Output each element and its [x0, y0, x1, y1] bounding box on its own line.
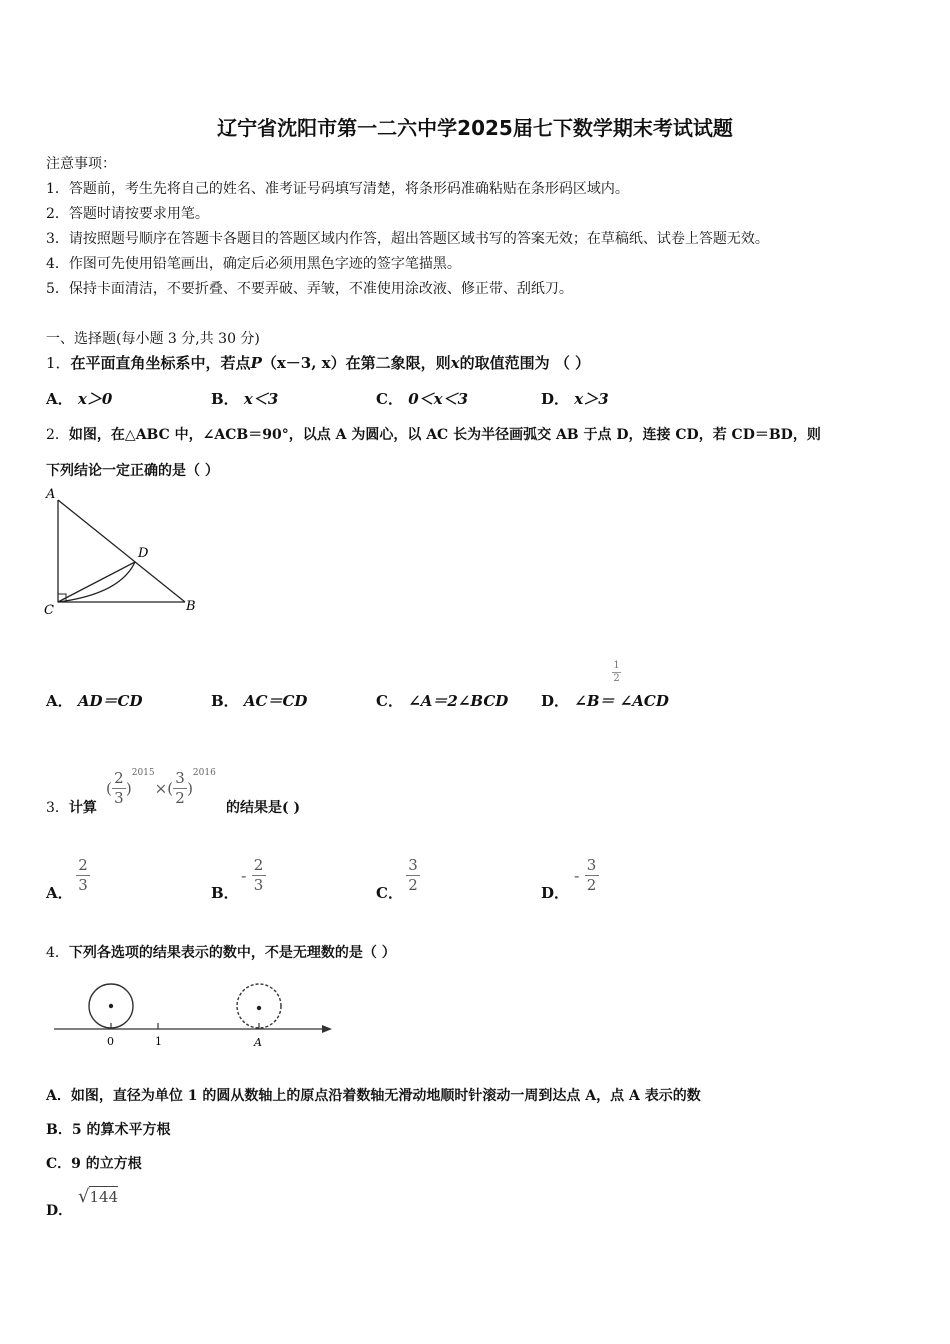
option-label: A．: [46, 390, 73, 408]
question-number: 2．: [46, 427, 69, 443]
exponent: 2016: [192, 767, 216, 778]
segment-cd: [58, 562, 135, 602]
minus-sign: -: [241, 866, 247, 885]
option-text: 0＜x＜3: [408, 390, 469, 408]
fraction-numerator: 1: [613, 660, 620, 671]
vertex-b: B: [186, 599, 196, 614]
stem-text: 下列各选项的结果表示的数中，不是无理数的是（ ）: [68, 945, 396, 961]
variable-label: x: [450, 354, 460, 372]
notice-item: 5．保持卡面清洁，不要折叠、不要弄破、弄皱，不准使用涂改液、修正带、刮纸刀。: [46, 281, 573, 297]
fraction-numerator: 3: [408, 856, 418, 874]
question-number: 4．: [46, 945, 69, 961]
notice-item: 4．作图可先使用铅笔画出，确定后必须用黑色字迹的签字笔描黑。: [46, 256, 461, 272]
option-label: B．: [211, 390, 239, 408]
sqrt-icon: √: [78, 1186, 90, 1207]
vertex-a: A: [46, 487, 56, 502]
fraction-numerator: 2: [114, 769, 124, 787]
stem-text: 在第二象限，则: [345, 354, 451, 372]
circle-center: [109, 1004, 113, 1008]
option-a[interactable]: [46, 388, 112, 409]
minus-sign: -: [574, 866, 580, 885]
option-label: A．: [46, 1088, 71, 1104]
tick-label-a: A: [254, 1036, 262, 1049]
option-text: AD＝CD: [77, 692, 143, 710]
fraction-denominator: 2: [175, 789, 185, 807]
option-d[interactable]: [541, 690, 669, 711]
fraction-numerator: 2: [253, 856, 264, 874]
option-c[interactable]: [46, 1153, 142, 1173]
number-line-figure: [50, 978, 340, 1052]
option-text: 5 的算术平方根: [71, 1122, 171, 1138]
times-sign: ×: [154, 779, 168, 798]
option-label: C．: [46, 1156, 72, 1172]
side-ab: [58, 500, 185, 602]
radicand: 144: [89, 1188, 119, 1206]
fraction-numerator: 3: [586, 856, 597, 874]
option-d[interactable]: D．: [541, 884, 570, 902]
option-b-fraction: [241, 857, 266, 894]
option-d[interactable]: D．: [46, 1203, 73, 1219]
option-b[interactable]: B．: [211, 884, 239, 902]
option-a[interactable]: [46, 1085, 701, 1105]
option-d[interactable]: [541, 388, 609, 409]
option-b[interactable]: [211, 388, 278, 409]
option-text: AC＝CD: [243, 692, 308, 710]
question-number: 1．: [46, 354, 71, 372]
point-label: P: [250, 354, 262, 372]
notice-item: 1．答题前，考生先将自己的姓名、准考证号码填写清楚，将条形码准确粘贴在条形码区域内。: [46, 181, 629, 197]
stem-text: 的取值范围为 （ ）: [459, 354, 591, 372]
stem-text: 如图，在△ABC 中，∠ACB＝90°，以点 A 为圆心，以 AC 长为半径画弧交 AB 于点 D，连接 CD，若 CD＝BD，则: [68, 427, 821, 443]
question-2-stem-line2: 下列结论一定正确的是（ ）: [46, 463, 219, 479]
option-label: A．: [46, 692, 73, 710]
option-text: ∠B＝ ∠ACD: [574, 692, 669, 710]
coords-text: （x－3, x）: [261, 354, 346, 372]
option-c[interactable]: C．: [376, 884, 403, 902]
circle-center: [257, 1006, 261, 1010]
option-label: C．: [376, 390, 403, 408]
vertex-d: D: [138, 546, 149, 561]
question-number: 3．: [46, 800, 69, 816]
arrow-head-icon: [322, 1025, 332, 1033]
tick-label-1: 1: [155, 1035, 162, 1048]
option-c-fraction: [406, 857, 420, 894]
fraction: [112, 770, 126, 807]
notice-item: 3．请按照题号顺序在答题卡各题目的答题区域内作答，超出答题区域书写的答案无效；在草稿纸、试卷上答题无效。: [46, 231, 769, 247]
exponent: 2015: [131, 767, 155, 778]
page-title: 辽宁省沈阳市第一二六中学2025届七下数学期末考试试题: [217, 116, 733, 140]
option-text: ∠A＝2∠BCD: [408, 692, 509, 710]
tick-label-0: 0: [107, 1035, 114, 1048]
option-a-fraction: [76, 857, 90, 894]
option-c[interactable]: [376, 690, 508, 711]
fraction-denominator: 3: [114, 789, 124, 807]
option-a[interactable]: [46, 690, 142, 711]
stem-text: 在平面直角坐标系中，若点: [70, 354, 251, 372]
fraction-numerator: 3: [175, 769, 185, 787]
option-label: B．: [46, 1122, 72, 1138]
sqrt-expression: [78, 1186, 118, 1207]
option-label: B．: [211, 692, 239, 710]
fraction-denominator: 3: [253, 876, 264, 894]
fraction-denominator: 2: [586, 876, 597, 894]
option-d-fraction: [574, 857, 599, 894]
section-heading: 一、选择题(每小题 3 分,共 30 分): [46, 331, 260, 347]
fraction-denominator: 2: [408, 876, 418, 894]
option-text: 9 的立方根: [71, 1156, 142, 1172]
option-c[interactable]: [376, 388, 468, 409]
question-3-post: 的结果是( ): [226, 800, 301, 816]
option-b[interactable]: [211, 690, 307, 711]
notice-item: 2．答题时请按要求用笔。: [46, 206, 209, 222]
stem-text: 计算: [68, 800, 97, 816]
triangle-figure: [40, 484, 210, 616]
option-b[interactable]: [46, 1119, 170, 1139]
option-text: x＜3: [243, 390, 279, 408]
fraction-denominator: 2: [613, 673, 620, 684]
half-fraction: [612, 660, 621, 685]
option-label: D．: [541, 390, 570, 408]
fraction-numerator: 2: [78, 856, 88, 874]
notice-heading: 注意事项：: [46, 156, 116, 172]
fraction-denominator: 3: [78, 876, 88, 894]
option-text: x＞0: [77, 390, 113, 408]
option-label: C．: [376, 692, 403, 710]
vertex-c: C: [44, 603, 54, 616]
question-3-number-pre: [46, 797, 97, 817]
option-text: 如图，直径为单位 1 的圆从数轴上的原点沿着数轴无滑动地顺时针滚动一周到达点 A，点 A 表示的数: [70, 1088, 701, 1104]
option-a[interactable]: A．: [46, 884, 73, 902]
question-2-stem: [46, 424, 821, 444]
option-text: x＞3: [574, 390, 609, 408]
question-1-stem: [46, 352, 590, 373]
option-label: D．: [541, 692, 570, 710]
question-4-stem: [46, 942, 396, 962]
expression: ( $\frac{2}{3}$ )$^{2015}$×( $\frac{3}{2}$ )$^{2016}$: [106, 767, 216, 807]
fraction: [173, 770, 187, 807]
